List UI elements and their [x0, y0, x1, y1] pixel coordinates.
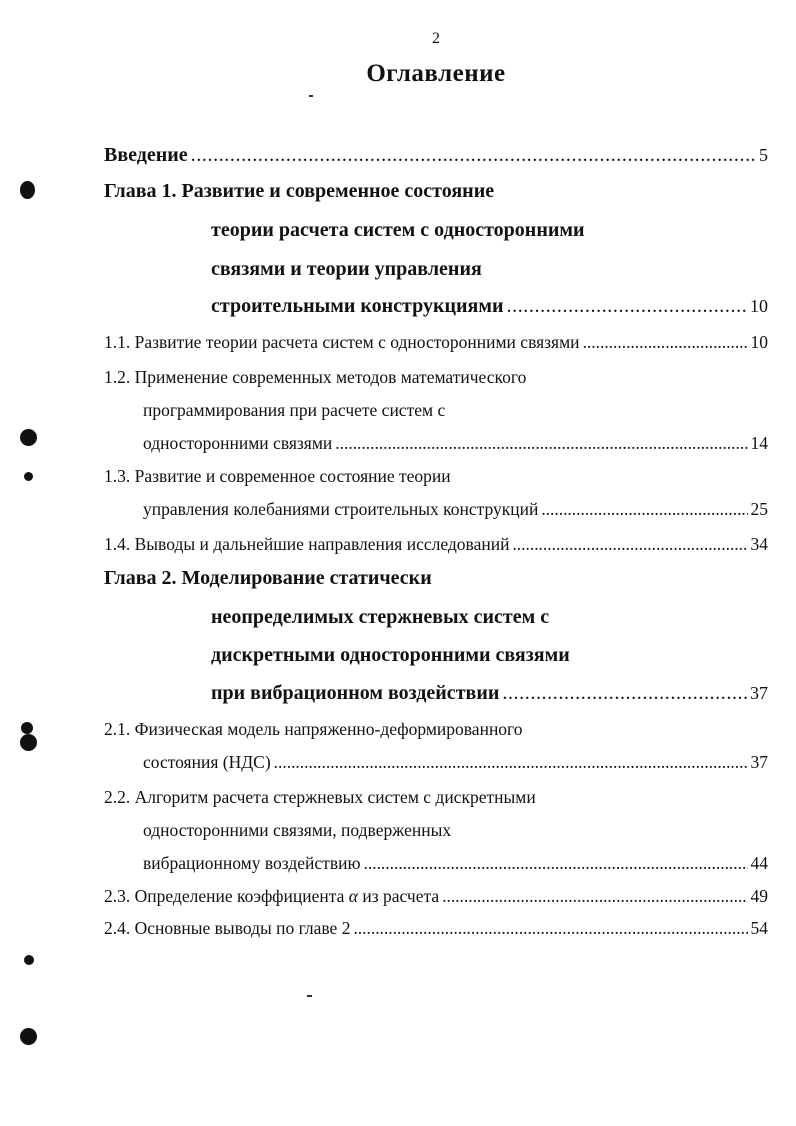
- section-2-2-line-2: односторонними связями, подверженных: [143, 820, 452, 840]
- toc-page: 37: [750, 752, 768, 772]
- scan-speck: [24, 472, 33, 481]
- toc-entry-2-2[interactable]: [143, 853, 768, 874]
- chapter-1-line-3: связями и теории управления: [211, 258, 482, 280]
- leader-dots: [442, 886, 747, 907]
- toc-page: 54: [750, 918, 768, 938]
- toc-label-head: 2.3. Определение коэффициента: [104, 886, 345, 906]
- toc-entry-chapter-1[interactable]: [211, 295, 768, 318]
- toc-page: 44: [750, 853, 768, 873]
- scan-speck: [307, 995, 312, 997]
- chapter-2-line-1[interactable]: Глава 2. Моделирование статически: [104, 567, 432, 589]
- chapter-2-line-4: при вибрационном воздействии: [211, 682, 500, 704]
- toc-entry-chapter-2[interactable]: [211, 682, 768, 705]
- leader-dots: [502, 682, 747, 705]
- toc-label: 2.4. Основные выводы по главе 2: [104, 918, 351, 938]
- scan-speck: [24, 955, 34, 965]
- binder-hole-mark: [20, 181, 35, 199]
- toc-page: 37: [750, 683, 768, 703]
- toc-entry-2-4[interactable]: [104, 918, 768, 939]
- toc-entry-intro[interactable]: [104, 144, 768, 167]
- binder-hole-mark: [20, 429, 37, 446]
- section-2-1-line-1[interactable]: 2.1. Физическая модель напряженно-деформированного: [104, 719, 523, 739]
- section-1-3-line-2: управления колебаниями строительных конструкций: [143, 499, 539, 519]
- toc-entry-1-2[interactable]: [143, 433, 768, 454]
- toc-label-tail: из расчета: [357, 886, 440, 906]
- section-1-2-line-3: односторонними связями: [143, 433, 333, 453]
- binder-hole-mark: [21, 722, 33, 734]
- leader-dots: [512, 534, 747, 555]
- page-number: 2: [432, 30, 440, 47]
- section-2-2-line-1[interactable]: 2.2. Алгоритм расчета стержневых систем с дискретными: [104, 787, 536, 807]
- section-1-3-line-1[interactable]: 1.3. Развитие и современное состояние теории: [104, 466, 451, 486]
- toc-page: 49: [750, 886, 768, 906]
- toc-page: 5: [759, 145, 768, 165]
- toc-label: 1.4. Выводы и дальнейшие направления исследований: [104, 534, 510, 554]
- toc-entry-2-1[interactable]: [143, 752, 768, 773]
- leader-dots: [583, 332, 748, 353]
- binder-hole-mark: [20, 734, 37, 751]
- toc-page: 25: [750, 499, 768, 519]
- toc-page: 10: [750, 296, 768, 316]
- toc-label: [104, 886, 439, 907]
- section-2-1-line-2: состояния (НДС): [143, 752, 271, 772]
- toc-entry-1-4[interactable]: [104, 534, 768, 555]
- chapter-1-line-1[interactable]: Глава 1. Развитие и современное состояние: [104, 180, 495, 202]
- toc-label: 1.1. Развитие теории расчета систем с односторонними связями: [104, 332, 580, 352]
- leader-dots: [507, 295, 748, 318]
- chapter-1-line-2: теории расчета систем с односторонними: [211, 219, 585, 241]
- section-1-2-line-2: программирования при расчете систем с: [143, 400, 446, 420]
- toc-entry-2-3[interactable]: [104, 886, 768, 907]
- scan-speck: [309, 95, 313, 97]
- page-title: Оглавление: [366, 60, 506, 87]
- toc-page: 10: [750, 332, 768, 352]
- toc-page: 34: [750, 534, 768, 554]
- toc-entry-1-1[interactable]: [104, 332, 768, 353]
- leader-dots: [364, 853, 748, 874]
- toc-page: 14: [750, 433, 768, 453]
- toc-entry-1-3[interactable]: [143, 499, 768, 520]
- chapter-2-line-3: дискретными односторонними связями: [211, 644, 570, 666]
- chapter-1-line-4: строительными конструкциями: [211, 295, 504, 317]
- alpha-symbol: α: [348, 886, 358, 906]
- leader-dots: [541, 499, 747, 520]
- leader-dots: [191, 144, 756, 167]
- toc-label: Введение: [104, 144, 188, 166]
- binder-hole-mark: [20, 1028, 37, 1045]
- leader-dots: [274, 752, 748, 773]
- section-2-2-line-3: вибрационному воздействию: [143, 853, 361, 873]
- leader-dots: [335, 433, 747, 454]
- leader-dots: [353, 918, 747, 939]
- chapter-2-line-2: неопределимых стержневых систем с: [211, 606, 550, 628]
- section-1-2-line-1[interactable]: 1.2. Применение современных методов математического: [104, 367, 527, 387]
